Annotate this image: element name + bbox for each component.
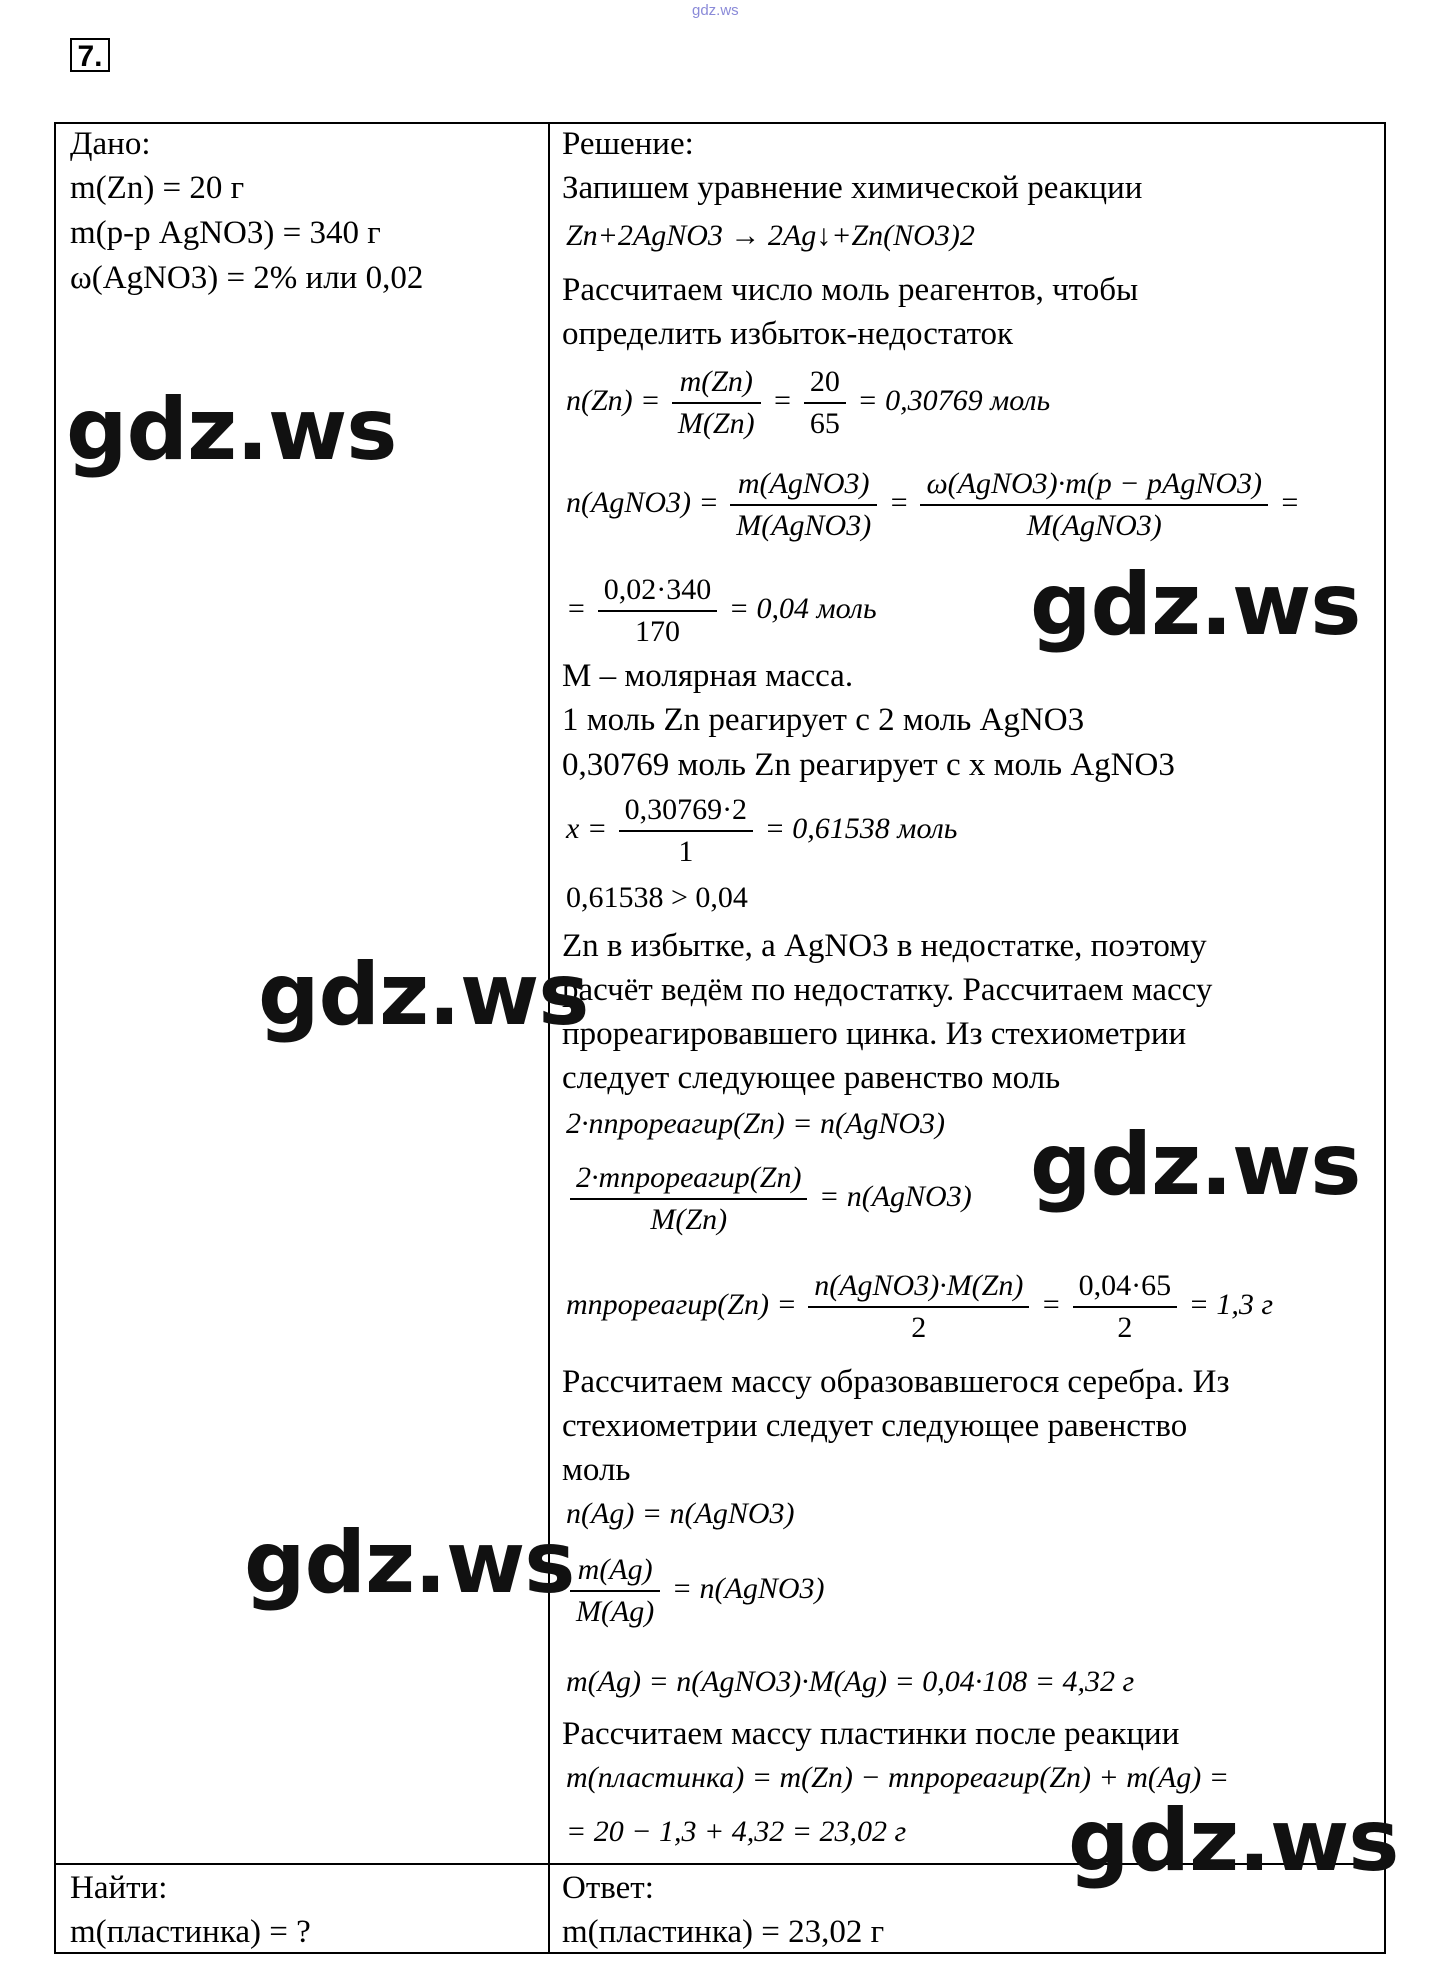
solution-text: Zn в избытке, а AgNO3 в недостатке, поэтому (562, 928, 1207, 964)
solution-text: M – молярная масса. (562, 658, 854, 694)
solution-text: моль (562, 1452, 631, 1488)
problem-number: 7. (70, 38, 110, 72)
formula-n-agno3: n(AgNO3) = m(AgNO3) M(AgNO3) = ω(AgNO3)·m(p − pAgNO3) M(AgNO3) = (566, 467, 1300, 542)
solution-text: Рассчитаем массу пластинки после реакции (562, 1716, 1180, 1752)
formula-plate-2: = 20 − 1,3 + 4,32 = 23,02 г (566, 1815, 907, 1848)
given-line: ω(AgNO3) = 2% или 0,02 (70, 260, 424, 296)
formula-ag-2: $\frac{m(Ag)}{M(Ag)}$ = n(AgNO3) (566, 1552, 825, 1630)
formula-n-zn: n(Zn) = $\frac{m(Zn)}{M(Zn)}$ = $\frac{20}{65}$ = 0,30769 моль (566, 365, 1051, 440)
given-heading: Дано: (70, 126, 151, 162)
solution-text: стехиометрии следует следующее равенство (562, 1408, 1188, 1444)
watermark: gdz.ws (66, 380, 397, 480)
solution-heading: Решение: (562, 126, 694, 162)
formula-compare: 0,61538 > 0,04 (566, 881, 748, 914)
formula-n-agno3-value: = $\frac{0,02\cdot 340}{170}$ = 0,04 моль (566, 573, 877, 648)
given-line: m(р-р AgNO3) = 340 г (70, 215, 381, 251)
watermark: gdz.ws (1030, 1115, 1361, 1215)
answer-heading: Ответ: (562, 1870, 654, 1906)
solution-text: следует следующее равенство моль (562, 1060, 1061, 1096)
solution-text: Запишем уравнение химической реакции (562, 170, 1143, 206)
solution-text: 0,30769 моль Zn реагирует с x моль AgNO3 (562, 747, 1175, 783)
answer-line: m(пластинка) = 23,02 г (562, 1914, 885, 1950)
watermark: gdz.ws (258, 945, 589, 1045)
solution-text: 1 моль Zn реагирует с 2 моль AgNO3 (562, 702, 1085, 738)
watermark: gdz.ws (244, 1513, 575, 1613)
solution-text: определить избыток-недостаток (562, 316, 1014, 352)
formula-x: x = $\frac{0,30769\cdot 2}{1}$ = 0,61538 моль (566, 793, 958, 868)
formula-ag-1: n(Ag) = n(AgNO3) (566, 1497, 795, 1530)
find-line: m(пластинка) = ? (70, 1914, 311, 1950)
formula-stoich-1: 2·nпрореагир(Zn) = n(AgNO3) (566, 1107, 946, 1140)
given-line: m(Zn) = 20 г (70, 170, 245, 206)
solution-text: расчёт ведём по недостатку. Рассчитаем массу (562, 972, 1213, 1008)
solution-text: Рассчитаем число моль реагентов, чтобы (562, 272, 1139, 308)
formula-stoich-3: mпрореагир(Zn) = n(AgNO3)·M(Zn) 2 = $\frac{0,04\cdot 65}{2}$ = 1,3 г (566, 1269, 1274, 1344)
solution-text: прореагировавшего цинка. Из стехиометрии (562, 1016, 1187, 1052)
formula-stoich-2: 2·mпрореагир(Zn) M(Zn) = n(AgNO3) (566, 1160, 972, 1238)
solution-text: Рассчитаем массу образовавшегося серебра. Из (562, 1364, 1230, 1400)
formula-plate-1: m(пластинка) = m(Zn) − mпрореагир(Zn) + m(Ag) = (566, 1761, 1229, 1794)
formula-ag-3: m(Ag) = n(AgNO3)·M(Ag) = 0,04·108 = 4,32 г (566, 1665, 1135, 1698)
top-watermark: gdz.ws (692, 2, 739, 19)
watermark: gdz.ws (1068, 1791, 1399, 1891)
reaction-equation: Zn+2AgNO3 → 2Ag↓+Zn(NO3)2 (566, 219, 975, 252)
watermark: gdz.ws (1030, 555, 1361, 655)
find-heading: Найти: (70, 1870, 168, 1906)
